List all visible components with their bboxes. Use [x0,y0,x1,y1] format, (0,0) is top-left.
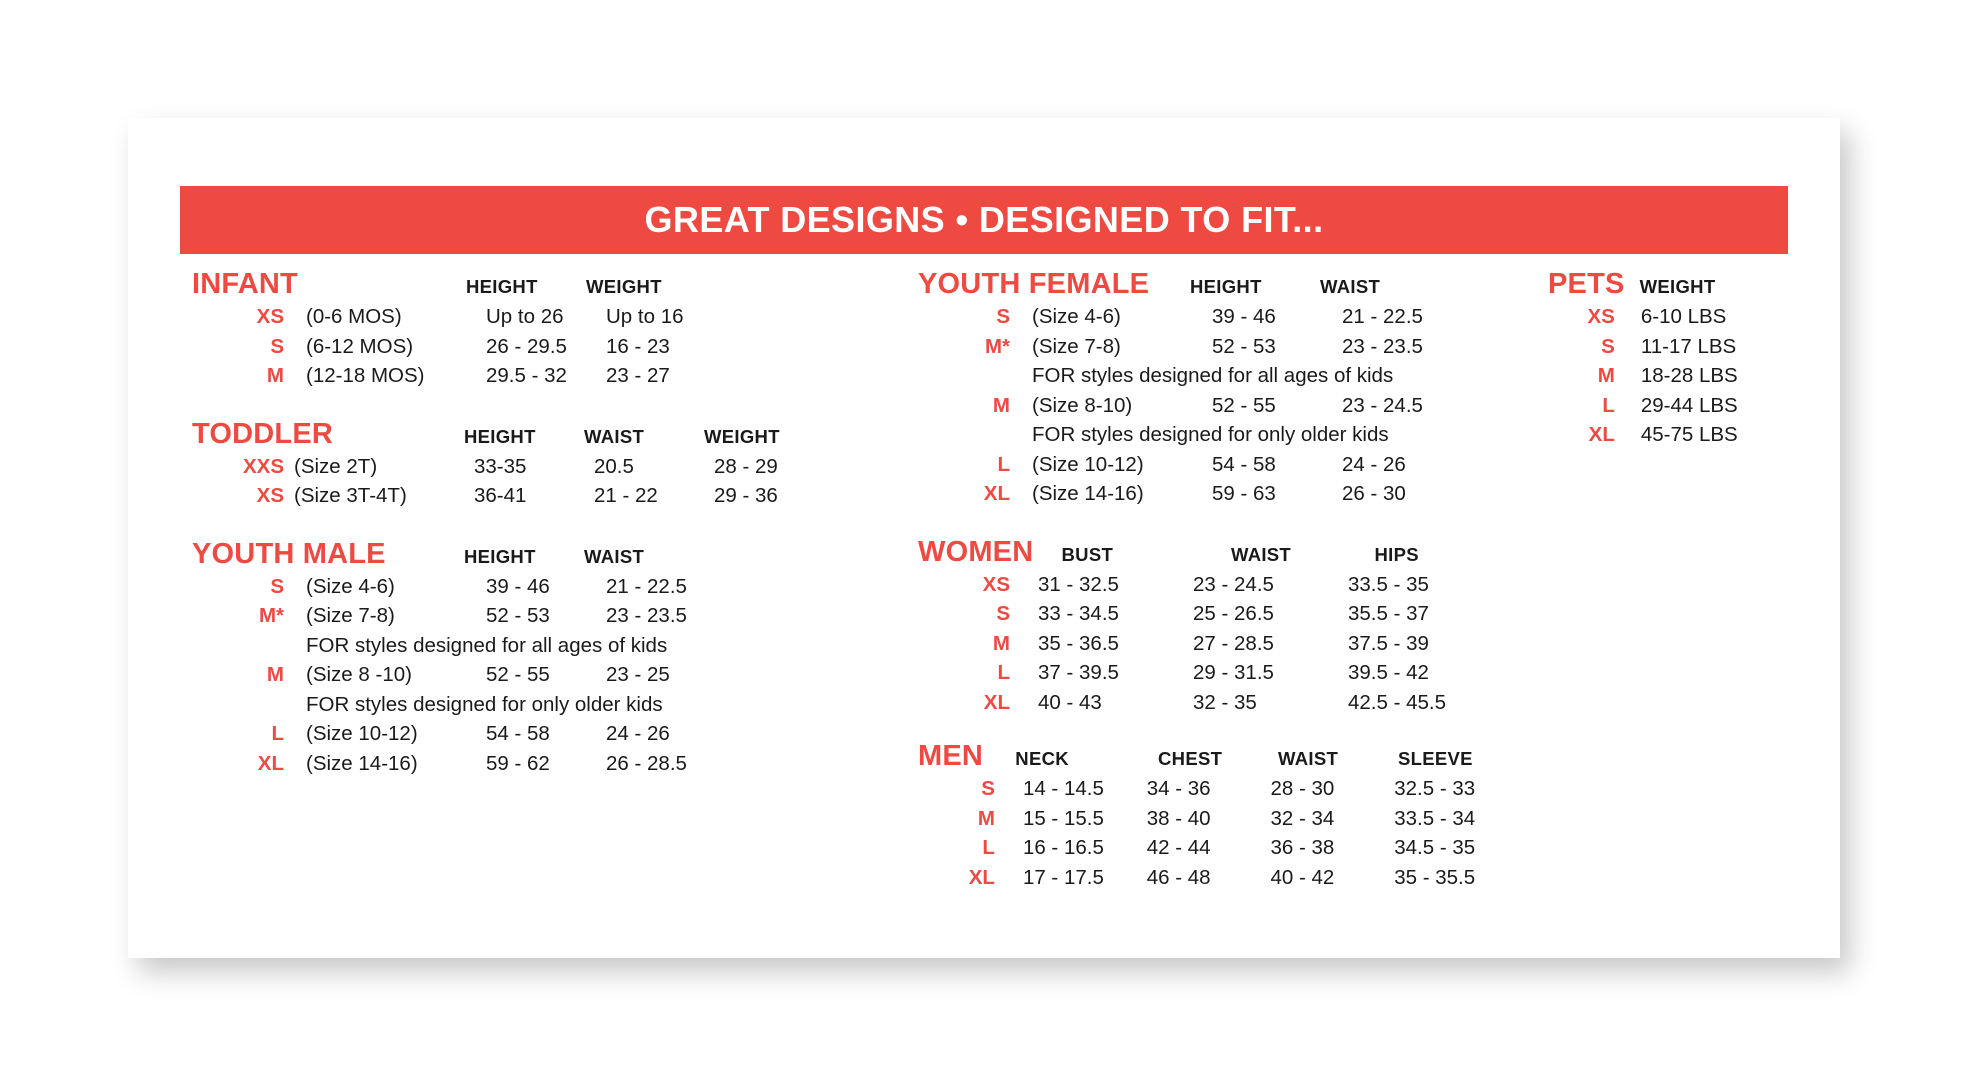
value-sleeve: 34.5 - 35 [1394,836,1476,859]
value-height: 52 - 53 [1212,334,1276,358]
table-row [918,836,1518,866]
size-desc: (Size 4-6) [1032,305,1121,328]
size-label: M [1597,364,1615,387]
size-label: L [997,661,1010,684]
section-women-header [918,536,1518,569]
value-height: 29.5 - 32 [486,364,567,387]
value-weight: Up to 16 [606,305,684,328]
value-weight: 11-17 LBS [1640,334,1737,358]
size-desc: (Size 10-12) [1032,452,1144,476]
size-label: S [981,777,995,800]
value-weight: 29 - 36 [714,484,778,507]
section-men [918,740,1518,895]
value-bust: 31 - 32.5 [1038,572,1119,596]
value-waist: 20.5 [594,454,634,478]
section-infant-header [192,268,872,301]
section-youth-female-title: YOUTH FEMALE [918,268,1150,300]
size-label: M [992,631,1010,655]
infant-col-height: HEIGHT [466,276,538,297]
table-row [918,661,1518,691]
youth-male-col-waist: WAIST [584,545,645,567]
size-label: L [997,452,1010,476]
value-height: 52 - 53 [486,604,550,627]
size-label: M [992,393,1010,417]
chart-content [128,268,1840,958]
note-text: FOR styles designed for all ages of kids [1032,364,1394,387]
youth-male-col-height: HEIGHT [464,545,536,567]
note-text: FOR styles designed for only older kids [306,692,663,716]
value-bust: 40 - 43 [1038,690,1102,714]
size-desc: (12-18 MOS) [306,364,425,387]
size-label: L [1602,393,1615,417]
value-hips: 37.5 - 39 [1348,631,1429,655]
value-waist: 27 - 28.5 [1193,631,1274,655]
column-left [192,268,872,791]
section-women-title: WOMEN [918,535,1034,568]
women-col-hips: HIPS [1374,543,1419,565]
size-label: XL [983,482,1010,505]
value-chest: 34 - 36 [1146,777,1211,800]
value-waist: 23 - 23.5 [1342,334,1423,358]
size-label: L [982,836,995,859]
table-row [918,602,1518,632]
section-pets [1548,268,1808,453]
value-waist: 24 - 26 [606,722,670,745]
size-label: L [271,722,284,745]
value-height: 33-35 [474,454,527,478]
table-note-row [192,634,872,664]
value-sleeve: 33.5 - 34 [1394,806,1476,830]
table-row [192,364,872,394]
value-waist: 29 - 31.5 [1193,661,1274,684]
value-waist: 21 - 22.5 [1342,305,1423,328]
size-desc: (Size 8 -10) [306,663,412,686]
size-label: XS [982,572,1010,596]
value-hips: 42.5 - 45.5 [1348,690,1447,714]
section-men-header [918,740,1518,773]
value-height: 59 - 62 [486,751,550,775]
value-waist: 32 - 34 [1270,806,1335,830]
value-bust: 37 - 39.5 [1038,661,1119,684]
value-height: 36-41 [474,484,527,507]
size-label: M [266,663,284,686]
value-weight: 29-44 LBS [1640,393,1738,417]
value-chest: 42 - 44 [1146,836,1211,859]
size-label: M* [258,604,284,627]
section-pets-title: PETS [1548,268,1625,300]
value-waist: 23 - 24.5 [1342,393,1423,417]
size-label: M [977,806,995,830]
men-col-neck: NECK [1015,748,1069,769]
value-height: 59 - 63 [1212,482,1276,505]
toddler-col-waist: WAIST [584,425,645,447]
size-desc: (0-6 MOS) [306,305,402,328]
table-row [918,573,1518,603]
value-sleeve: 35 - 35.5 [1394,865,1476,889]
section-youth-male-header [192,538,872,571]
column-middle [918,268,1518,905]
value-neck: 17 - 17.5 [1022,865,1104,889]
value-weight: 23 - 27 [606,364,670,387]
women-col-bust: BUST [1061,543,1114,565]
section-pets-header [1548,268,1808,301]
table-row [192,575,872,605]
section-toddler-title: TODDLER [192,417,334,450]
size-label: XS [1587,305,1615,328]
pets-col-weight: WEIGHT [1639,276,1716,297]
value-height: 39 - 46 [486,574,550,598]
value-weight: 28 - 29 [714,454,778,478]
value-weight: 16 - 23 [606,334,670,358]
size-label: XL [968,865,995,889]
section-youth-female [918,268,1518,512]
table-row [918,335,1518,365]
size-desc: (Size 3T-4T) [294,484,407,507]
value-waist: 23 - 25 [606,663,670,686]
size-label: XL [1588,423,1615,446]
section-youth-male-title: YOUTH MALE [192,537,386,570]
size-label: XL [983,690,1010,714]
size-label: XS [256,305,284,328]
men-col-waist: WAIST [1278,748,1339,769]
table-row [1548,394,1808,424]
value-waist: 23 - 24.5 [1193,572,1274,596]
section-infant-title: INFANT [192,268,298,300]
banner [180,186,1788,254]
table-note-row [192,693,872,723]
value-waist: 26 - 28.5 [606,751,687,775]
table-note-row [918,423,1518,453]
size-desc: (Size 7-8) [1032,334,1121,358]
section-women [918,536,1518,721]
table-row [918,691,1518,721]
size-label: S [270,574,284,598]
table-row [192,305,872,335]
value-height: Up to 26 [486,305,564,328]
section-youth-female-header [918,268,1518,301]
size-label: S [1601,334,1615,358]
section-toddler-header [192,418,872,451]
size-label: M* [984,334,1010,358]
size-label: S [996,305,1010,328]
note-text: FOR styles designed for all ages of kids [306,633,668,657]
note-text: FOR styles designed for only older kids [1032,423,1389,446]
size-label: M [266,364,284,387]
section-men-title: MEN [918,740,984,772]
table-row [918,866,1518,896]
men-col-sleeve: SLEEVE [1398,748,1473,769]
value-height: 52 - 55 [1212,393,1276,417]
value-chest: 46 - 48 [1146,865,1211,889]
size-label: S [996,602,1010,625]
value-waist: 28 - 30 [1270,777,1335,800]
value-neck: 16 - 16.5 [1022,836,1104,859]
value-height: 54 - 58 [1212,452,1276,476]
value-sleeve: 32.5 - 33 [1394,777,1476,800]
table-row [1548,423,1808,453]
value-weight: 45-75 LBS [1640,423,1738,446]
value-waist: 24 - 26 [1342,452,1406,476]
value-neck: 14 - 14.5 [1022,777,1104,800]
banner-title: GREAT DESIGNS • DESIGNED TO FIT... [644,199,1324,240]
value-hips: 39.5 - 42 [1348,661,1429,684]
value-waist: 25 - 26.5 [1193,602,1274,625]
value-weight: 18-28 LBS [1640,364,1738,387]
value-bust: 33 - 34.5 [1038,602,1119,625]
size-label: XS [256,484,284,507]
table-row [192,752,872,782]
table-row [192,484,872,514]
table-row [1548,364,1808,394]
table-row [192,455,872,485]
table-note-row [918,364,1518,394]
table-row [192,604,872,634]
value-hips: 35.5 - 37 [1348,602,1429,625]
value-waist: 26 - 30 [1342,482,1406,505]
value-height: 52 - 55 [486,663,550,686]
table-row [192,335,872,365]
table-row [1548,335,1808,365]
column-right [1548,268,1808,463]
women-col-waist: WAIST [1230,543,1292,565]
value-waist: 40 - 42 [1270,865,1335,889]
value-waist: 32 - 35 [1193,690,1257,714]
table-row [918,632,1518,662]
table-row [918,305,1518,335]
section-toddler [192,418,872,514]
men-col-chest: CHEST [1158,748,1223,769]
value-hips: 33.5 - 35 [1348,572,1429,596]
value-waist: 21 - 22.5 [606,574,687,598]
table-row [192,663,872,693]
table-row [192,722,872,752]
infant-col-weight: WEIGHT [586,276,662,297]
size-desc: (Size 14-16) [1032,482,1144,505]
table-row [918,453,1518,483]
size-desc: (6-12 MOS) [306,334,414,358]
size-desc: (Size 4-6) [306,574,395,598]
toddler-col-height: HEIGHT [464,425,536,447]
size-desc: (Size 2T) [294,454,378,478]
table-row [918,777,1518,807]
youth-female-col-height: HEIGHT [1190,276,1262,297]
section-infant [192,268,872,394]
table-row [1548,305,1808,335]
size-desc: (Size 7-8) [306,604,395,627]
size-label: XXS [242,454,284,478]
section-youth-male [192,538,872,782]
value-height: 39 - 46 [1212,305,1276,328]
toddler-col-weight: WEIGHT [704,425,780,447]
table-row [918,482,1518,512]
size-desc: (Size 8-10) [1032,393,1133,417]
value-bust: 35 - 36.5 [1038,631,1119,655]
value-neck: 15 - 15.5 [1022,806,1104,830]
value-weight: 6-10 LBS [1640,305,1727,328]
value-waist: 36 - 38 [1270,836,1335,859]
size-label: S [270,334,284,358]
value-height: 54 - 58 [486,722,550,745]
table-row [918,807,1518,837]
youth-female-col-waist: WAIST [1320,276,1381,297]
value-chest: 38 - 40 [1146,806,1211,830]
table-row [918,394,1518,424]
size-desc: (Size 10-12) [306,722,418,745]
size-chart-card [128,118,1840,958]
value-waist: 23 - 23.5 [606,604,687,627]
value-height: 26 - 29.5 [486,334,567,358]
size-label: XL [257,751,284,775]
size-desc: (Size 14-16) [306,751,418,775]
value-waist: 21 - 22 [594,484,658,507]
